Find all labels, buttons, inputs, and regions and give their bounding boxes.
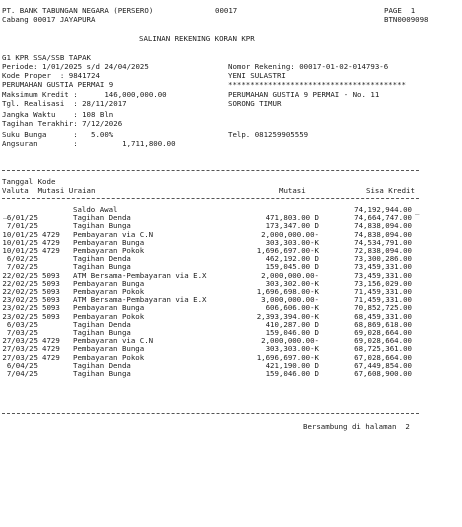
cell-balance: 71,459,331.00 (354, 287, 412, 296)
cell-balance: 67,608,900.00 (354, 369, 412, 378)
cell-date: 22/02/25 (2, 270, 38, 280)
cell-balance: 74,838,094.00 (354, 229, 412, 239)
branch-name: Cabang 00017 JAYAPURA (2, 15, 96, 24)
cell-desc: Tagihan Bunga (73, 221, 131, 231)
document-ref: BTN0009098 (384, 15, 429, 24)
cell-balance: 68,459,331.00 (354, 311, 412, 321)
cell-balance: 74,192,944.00 (354, 205, 412, 214)
cell-amount: 1,696,697.00-K (256, 352, 319, 362)
row-marker: _ (415, 206, 420, 215)
product-name: G1 KPR SSA/SSB TAPAK (2, 53, 91, 62)
cell-code: 4729 (42, 246, 60, 255)
cell-date: 7/04/25 (6, 369, 38, 378)
cell-amount: 3,000,000.00- (261, 295, 319, 305)
table-row (0, 370, 462, 378)
project-name: PERUMAHAN GUSTIA PERMAI 9 (2, 80, 114, 89)
cell-code: 5093 (42, 270, 60, 280)
cell-balance: 68,869,618.00 (354, 319, 412, 329)
cell-desc: Pembayaran Pokok (73, 311, 145, 321)
cell-desc: Pembayaran Bunga (73, 237, 145, 247)
cell-balance: 70,852,725.00 (354, 303, 412, 313)
cell-desc: Pembayaran Bunga (73, 344, 145, 354)
cell-desc: Pembayaran Pokok (73, 246, 145, 255)
cell-amount: 1,696,697.00-K (256, 246, 319, 255)
cell-balance: 73,459,331.00 (354, 270, 412, 280)
cell-desc: Pembayaran Pokok (73, 352, 145, 362)
cell-balance: 74,838,094.00 (354, 221, 412, 231)
stars-divider: **************************************** (228, 80, 406, 89)
address-line-1: PERUMAHAN GUSTIA 9 PERMAI - No. 11 (228, 90, 380, 99)
cell-code: 4729 (42, 344, 60, 354)
cell-date: 6/02/25 (6, 254, 38, 264)
cell-desc: ATM Bersama-Pembayaran via E.X (73, 270, 207, 280)
cell-date: 22/02/25 (2, 287, 38, 296)
cell-desc: Pembayaran Bunga (73, 278, 145, 288)
cell-balance: 67,028,664.00 (354, 352, 412, 362)
table-header-divider (2, 198, 419, 199)
cell-date: 27/03/25 (2, 336, 38, 346)
cell-desc: Saldo Awal (73, 205, 118, 214)
table-top-divider (2, 170, 419, 171)
cell-desc: Pembayaran via C.N (73, 229, 154, 239)
cell-date: 22/02/25 (2, 278, 38, 288)
cell-amount: 159,045.00 D (265, 262, 319, 272)
cell-amount: 410,287.00 D (265, 319, 319, 329)
bank-name: PT. BANK TABUNGAN NEGARA (PERSERO) (2, 6, 154, 15)
cell-amount: 471,803.00 D (265, 213, 319, 223)
cell-desc: Pembayaran via C.N (73, 336, 154, 346)
row-marker: _ (3, 210, 8, 219)
cell-desc: Tagihan Denda (73, 360, 131, 370)
cell-date: 10/01/25 (2, 237, 38, 247)
cell-desc: Tagihan Bunga (73, 369, 131, 378)
document-title: SALINAN REKENING KORAN KPR (139, 34, 255, 43)
cell-desc: Pembayaran Bunga (73, 303, 145, 313)
cell-amount: 303,303.00-K (265, 237, 319, 247)
cell-amount: 606,606.00-K (265, 303, 319, 313)
cell-amount: 303,302.00-K (265, 278, 319, 288)
cell-desc: Tagihan Bunga (73, 328, 131, 337)
cell-balance: 73,300,286.00 (354, 254, 412, 264)
cell-code: 4729 (42, 229, 60, 239)
cell-balance: 67,449,854.00 (354, 360, 412, 370)
cell-date: 27/03/25 (2, 352, 38, 362)
cell-code: 5093 (42, 295, 60, 305)
cell-date: 6/01/25 (6, 213, 38, 223)
cell-code: 5093 (42, 278, 60, 288)
branch-code: 00017 (215, 6, 238, 15)
column-header-mutasi: Mutasi (279, 186, 306, 195)
cell-date: 7/01/25 (6, 221, 38, 231)
cell-desc: ATM Bersama-Pembayaran via E.X (73, 295, 207, 305)
column-header-balance: Sisa Kredit (366, 186, 415, 195)
cell-balance: 69,028,664.00 (354, 328, 412, 337)
cell-code: 5093 (42, 311, 60, 321)
continued-note: Bersambung di halaman 2 (303, 422, 410, 431)
cell-balance: 74,664,747.00 (354, 213, 412, 223)
cell-amount: 2,000,000.00- (261, 336, 319, 346)
cell-desc: Pembayaran Pokok (73, 287, 145, 296)
cell-desc: Tagihan Bunga (73, 262, 131, 272)
cell-date: 23/02/25 (2, 311, 38, 321)
cell-amount: 2,393,394.00-K (256, 311, 319, 321)
cell-amount: 173,347.00 D (265, 221, 319, 231)
cell-code: 4729 (42, 352, 60, 362)
cell-date: 6/03/25 (6, 319, 38, 329)
cell-date: 7/02/25 (6, 262, 38, 272)
cell-desc: Tagihan Denda (73, 319, 131, 329)
cell-code: 4729 (42, 237, 60, 247)
column-header-date-code: Tanggal Kode (2, 177, 56, 186)
cell-balance: 73,459,331.00 (354, 262, 412, 272)
cell-code: 4729 (42, 336, 60, 346)
last-bill: Tagihan Terakhir: 7/12/2026 (2, 119, 123, 128)
cell-amount: 2,000,000.00- (261, 229, 319, 239)
cell-amount: 462,192.00 D (265, 254, 319, 264)
cell-balance: 71,459,331.00 (354, 295, 412, 305)
address-line-2: SORONG TIMUR (228, 99, 282, 108)
installment: Angsuran : 1,711,800.00 (2, 139, 176, 148)
page-number: PAGE 1 (384, 6, 416, 15)
column-header-valuta-desc: Valuta Mutasi Uraian (2, 186, 96, 195)
cell-date: 10/01/25 (2, 229, 38, 239)
cell-amount: 421,190.00 D (265, 360, 319, 370)
cell-amount: 2,000,000.00- (261, 270, 319, 280)
cell-date: 6/04/25 (6, 360, 38, 370)
cell-code: 5093 (42, 287, 60, 296)
cell-amount: 159,046.00 D (265, 369, 319, 378)
phone: Telp. 081259905559 (228, 130, 309, 139)
cell-desc: Tagihan Denda (73, 254, 131, 264)
cell-balance: 72,838,094.00 (354, 246, 412, 255)
cell-amount: 159,046.00 D (265, 328, 319, 337)
cell-amount: 1,696,698.00-K (256, 287, 319, 296)
cell-date: 27/03/25 (2, 344, 38, 354)
cell-amount: 303,303.00-K (265, 344, 319, 354)
cell-desc: Tagihan Denda (73, 213, 131, 223)
cell-date: 23/02/25 (2, 295, 38, 305)
cell-code: 5093 (42, 303, 60, 313)
cell-date: 10/01/25 (2, 246, 38, 255)
cell-balance: 68,725,361.00 (354, 344, 412, 354)
table-bottom-divider (2, 413, 419, 414)
realization-date: Tgl. Realisasi : 28/11/2017 (2, 99, 127, 108)
project-code: Kode Proper : 9841724 (2, 71, 100, 80)
loan-term: Jangka Waktu : 108 Bln (2, 110, 114, 119)
cell-balance: 69,028,664.00 (354, 336, 412, 346)
interest-rate: Suku Bunga : 5.00% (2, 130, 114, 139)
account-holder: YENI SULASTRI (228, 71, 286, 80)
max-credit: Maksimum Kredit : 146,000,000.00 (2, 90, 167, 99)
account-number: Nomor Rekening: 00017-01-02-014793-6 (228, 62, 389, 71)
period: Periode: 1/01/2025 s/d 24/04/2025 (2, 62, 149, 71)
cell-balance: 73,156,029.00 (354, 278, 412, 288)
cell-date: 23/02/25 (2, 303, 38, 313)
cell-balance: 74,534,791.00 (354, 237, 412, 247)
cell-date: 7/03/25 (6, 328, 38, 337)
